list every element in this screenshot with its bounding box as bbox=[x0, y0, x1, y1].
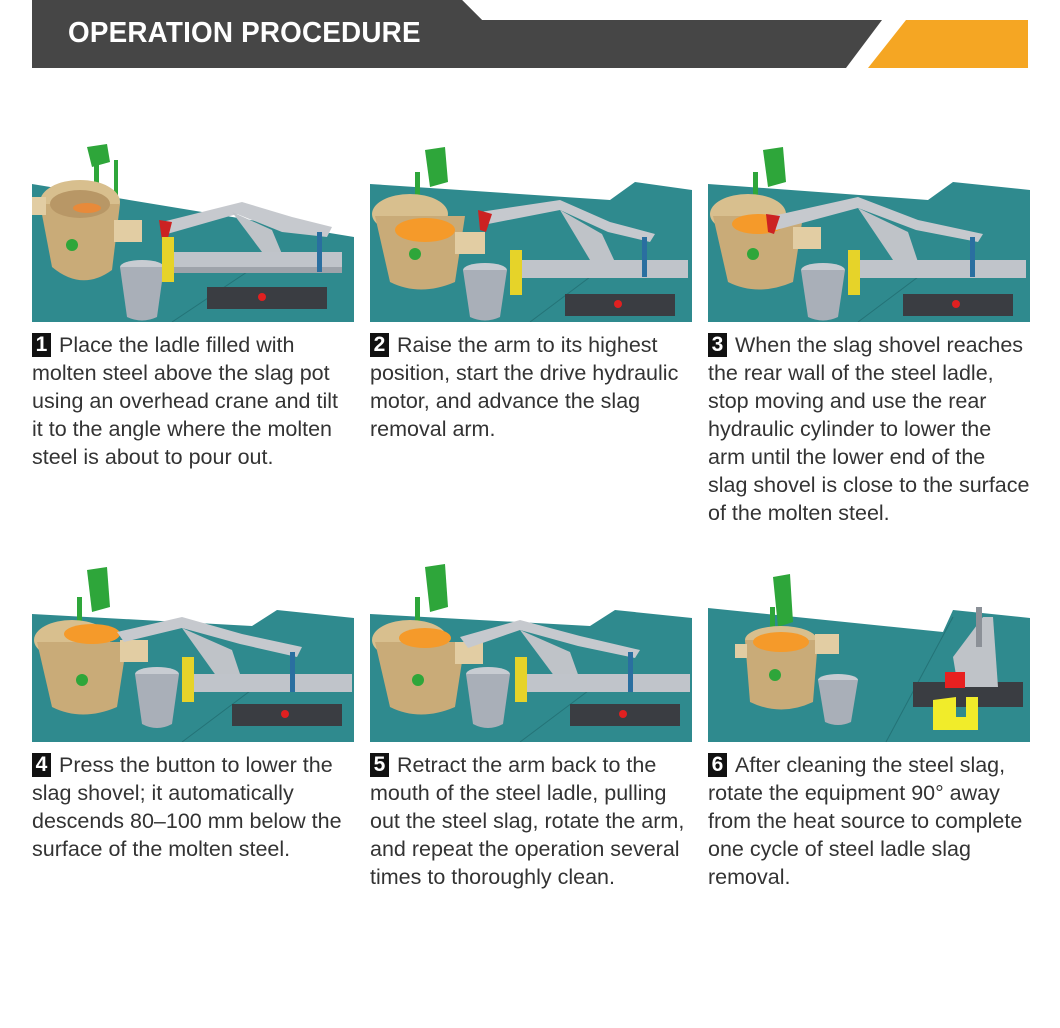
step-number-badge: 3 bbox=[708, 333, 727, 357]
step-number-badge: 5 bbox=[370, 753, 389, 777]
step-text: Raise the arm to its highest position, start the drive hydraulic motor, and advance the slag removal arm. bbox=[370, 333, 679, 441]
step-1-illustration bbox=[32, 142, 354, 322]
step-3 bbox=[708, 142, 1030, 527]
ladle-illustration-icon bbox=[370, 562, 692, 742]
step-text: Retract the arm back to the mouth of the steel ladle, pulling out the steel slag, rotate the arm, and repeat the operation several times to thoroughly clean. bbox=[370, 753, 685, 889]
step-3-description bbox=[708, 331, 1030, 527]
ladle-illustration-icon bbox=[370, 142, 692, 322]
step-2-description bbox=[370, 331, 692, 443]
step-number-badge: 6 bbox=[708, 753, 727, 777]
ladle-illustration-icon bbox=[32, 562, 354, 742]
step-6-description bbox=[708, 751, 1030, 891]
step-2 bbox=[370, 142, 692, 443]
ladle-illustration-icon bbox=[708, 562, 1030, 742]
step-2-illustration bbox=[370, 142, 692, 322]
step-6-illustration bbox=[708, 562, 1030, 742]
page-title: OPERATION PROCEDURE bbox=[68, 17, 421, 49]
section-header bbox=[0, 0, 1060, 70]
step-4-description bbox=[32, 751, 354, 863]
step-text: After cleaning the steel slag, rotate the equipment 90° away from the heat source to complete one cycle of steel ladle slag removal. bbox=[708, 753, 1023, 889]
step-number-badge: 4 bbox=[32, 753, 51, 777]
step-5-description bbox=[370, 751, 692, 891]
step-number-badge: 2 bbox=[370, 333, 389, 357]
ladle-illustration-icon bbox=[708, 142, 1030, 322]
step-3-illustration bbox=[708, 142, 1030, 322]
step-text: When the slag shovel reaches the rear wall of the steel ladle, stop moving and use the rear hydraulic cylinder to lower the arm until the lower end of the slag shovel is close to the surface of the molten steel. bbox=[708, 333, 1030, 525]
step-6 bbox=[708, 562, 1030, 891]
step-5 bbox=[370, 562, 692, 891]
step-1-description bbox=[32, 331, 354, 471]
step-text: Press the button to lower the slag shovel; it automatically descends 80–100 mm below the surface of the molten steel. bbox=[32, 753, 342, 861]
step-5-illustration bbox=[370, 562, 692, 742]
ladle-illustration-icon bbox=[32, 142, 354, 322]
step-1 bbox=[32, 142, 354, 471]
step-number-badge: 1 bbox=[32, 333, 51, 357]
step-4 bbox=[32, 562, 354, 863]
step-text: Place the ladle filled with molten steel above the slag pot using an overhead crane and tilt it to the angle where the molten steel is about to pour out. bbox=[32, 333, 338, 469]
step-4-illustration bbox=[32, 562, 354, 742]
